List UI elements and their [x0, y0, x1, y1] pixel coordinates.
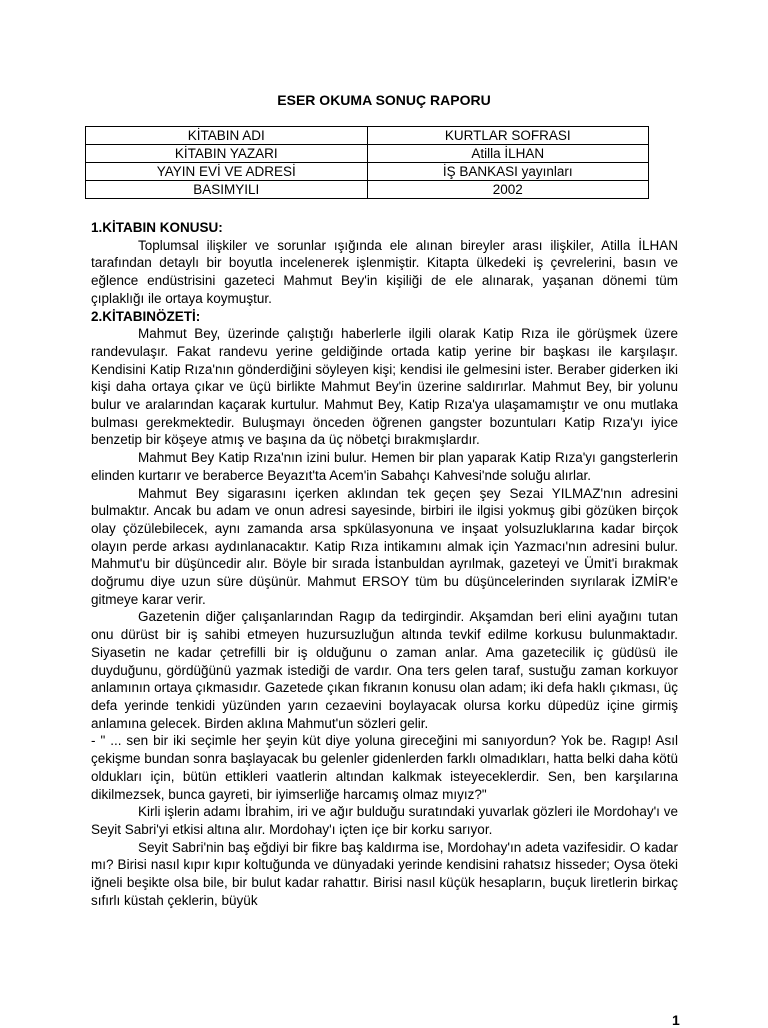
- table-row: [86, 181, 649, 199]
- report-title: ESER OKUMA SONUÇ RAPORU: [277, 92, 491, 108]
- table-cell-value: İŞ BANKASI yayınları: [367, 163, 649, 181]
- paragraph: Mahmut Bey Katip Rıza'nın izini bulur. Hemen bir plan yaparak Katip Rıza'yı gangsterlerin elinden kurtarır ve beraberce Beyazıt'ta Acem'in Sabahçı Kahvesi'nde soluğu alırlar.: [91, 450, 678, 483]
- paragraph: Seyit Sabri'nin baş eğdiyi bir fikre baş kaldırma ise, Mordohay'ın adeta vazifesidir. O kadar mı? Birisi nasıl kıpır kıpır koltuğunda ve dünyadaki yerinde kendisini rahatsız hisseder; Oysa öteki iğneli beşikte olsa bile, bir bulut kadar rahattır. Birisi nasıl küçük hesapların, buçuk liretlerin birkaç sıfırlı küstah çeklerin, büyük: [91, 839, 678, 908]
- paragraph: Kirli işlerin adamı İbrahim, iri ve ağır bulduğu suratındaki yuvarlak gözleri ile Mordohay'ı ve Seyit Sabri'yi etkisi altına alır. Mordohay'ı içten içe bir korku sarıyor.: [91, 804, 678, 837]
- table-cell-label: KİTABIN ADI: [86, 127, 368, 145]
- quote-paragraph: - " ... sen bir iki seçimle her şeyin küt diye yoluna gireceğini mi sanıyordun? Yok be. Ragıp! Asıl çekişme bundan sonra başlayacak bu gelenler gidenlerden farklı olmadıkları, hatta belki daha kötü oldukları için, bütün ettikleri vaatlerin altından kalkmak isteyeceklerdir. Sen, ben karşılarına dikilmezsek, bunca gayreti, bir iyimserliğe harcamış olmaz mıyız?": [91, 733, 678, 802]
- paragraph: Mahmut Bey sigarasını içerken aklından tek geçen şey Sezai YILMAZ'nın adresini bulmaktır. Ancak bu adam ve onun adresi sayesinde, birbiri ile ilgisi yokmuş gibi gözüken birçok olay çözülebilecek, aynı zamanda arsa spkülasyonuna ve inşaat yolsuzluklarına kadar birçok olayın perde arkası aydınlanacaktır. Katip Rıza intikamını almak için Yazmacı'nın adresini bulur. Mahmut'u bir düşüncedir alır. Böyle bir sırada İstanbuldan ayrılmak, gazeteyi ve Ümit'i bırakmak doğrumu diye uzun süre düşünür. Mahmut ERSOY tüm bu düşüncelerinden sıyrılarak İZMİR'e gitmeye karar verir.: [91, 485, 678, 607]
- table-row: [86, 145, 649, 163]
- table-cell-label: YAYIN EVİ VE ADRESİ: [86, 163, 368, 181]
- table-cell-value: Atilla İLHAN: [367, 145, 649, 163]
- book-info-table: [85, 126, 649, 199]
- table-row: [86, 127, 649, 145]
- table-row: [86, 163, 649, 181]
- section-heading-summary: 2.KİTABINÖZETİ:: [91, 308, 201, 324]
- paragraph: Mahmut Bey, üzerinde çalıştığı haberlerle ilgili olarak Katip Rıza ile görüşmek üzere randevulaşır. Fakat randevu yerine geldiğinde ortada katip yerine bir başkası ile karşılaşır. Kendisini Katip Rıza'nın gönderdiğini söyleyen kişi; kendisi ile gelmesini ister. Beraber giderken iki kişi daha ortaya çıkar ve üçü birlikte Mahmut Bey'in üzerine saldırırlar. Mahmut Bey, bir yolunu bulur ve aralarından kaçarak kurtulur. Mahmut Bey, Katip Rıza'ya ulaşamamıştır ve onu mutlaka bulması gerekmektedir. Buluşmayı önceden öğrenen gangster bozuntuları Katip Rıza'yı iyice benzetip bir köşeye atmış ve başına da üç nöbetçi bırakmışlardır.: [91, 326, 678, 448]
- paragraph: Gazetenin diğer çalışanlarından Ragıp da tedirgindir. Akşamdan beri elini ayağını tutan onu dürüst bir iş sahibi etmeyen huzursuzluğun altında tevkif edilme korkusu bulunmaktadır. Siyasetin ne kadar çetrefilli bir iş olduğunu o zaman anlar. Ama gazetecilik iç güdüsü ile duyduğunu, gördüğünü yazmak istediği de vardır. Ona ters gelen taraf, sustuğu zaman korkuyor anlamının ortaya çıkmasıdır. Gazetede çıkan fıkranın konusu olan adam; iki defa haklı çıkması, üç defa yerinde tenkidi yüzünden yarın cezaevini boylayacak olursa korku düpedüz içine girmiş anlamına gelecek. Birden aklına Mahmut'un sözleri gelir.: [91, 609, 678, 731]
- report-body: [91, 219, 678, 909]
- section-heading-subject: 1.KİTABIN KONUSU:: [91, 220, 223, 235]
- table-cell-label: KİTABIN YAZARI: [86, 145, 368, 163]
- page-number: 1: [672, 1012, 680, 1028]
- paragraph: Toplumsal ilişkiler ve sorunlar ışığında ele alınan bireyler arası ilişkiler, Atilla İLHAN tarafından detaylı bir boyutla incelenerek işlenmiştir. Kitapta ülkedeki iş çevrelerini, basın ve eğlence endüstrisini gazeteci Mahmut Bey'in kişiliği de ele alınarak, yaşanan dönemi tüm çıplaklığı ile ortaya koymuştur.: [91, 237, 678, 306]
- table-cell-value: 2002: [367, 181, 649, 199]
- table-cell-value: KURTLAR SOFRASI: [367, 127, 649, 145]
- table-cell-label: BASIMYILI: [86, 181, 368, 199]
